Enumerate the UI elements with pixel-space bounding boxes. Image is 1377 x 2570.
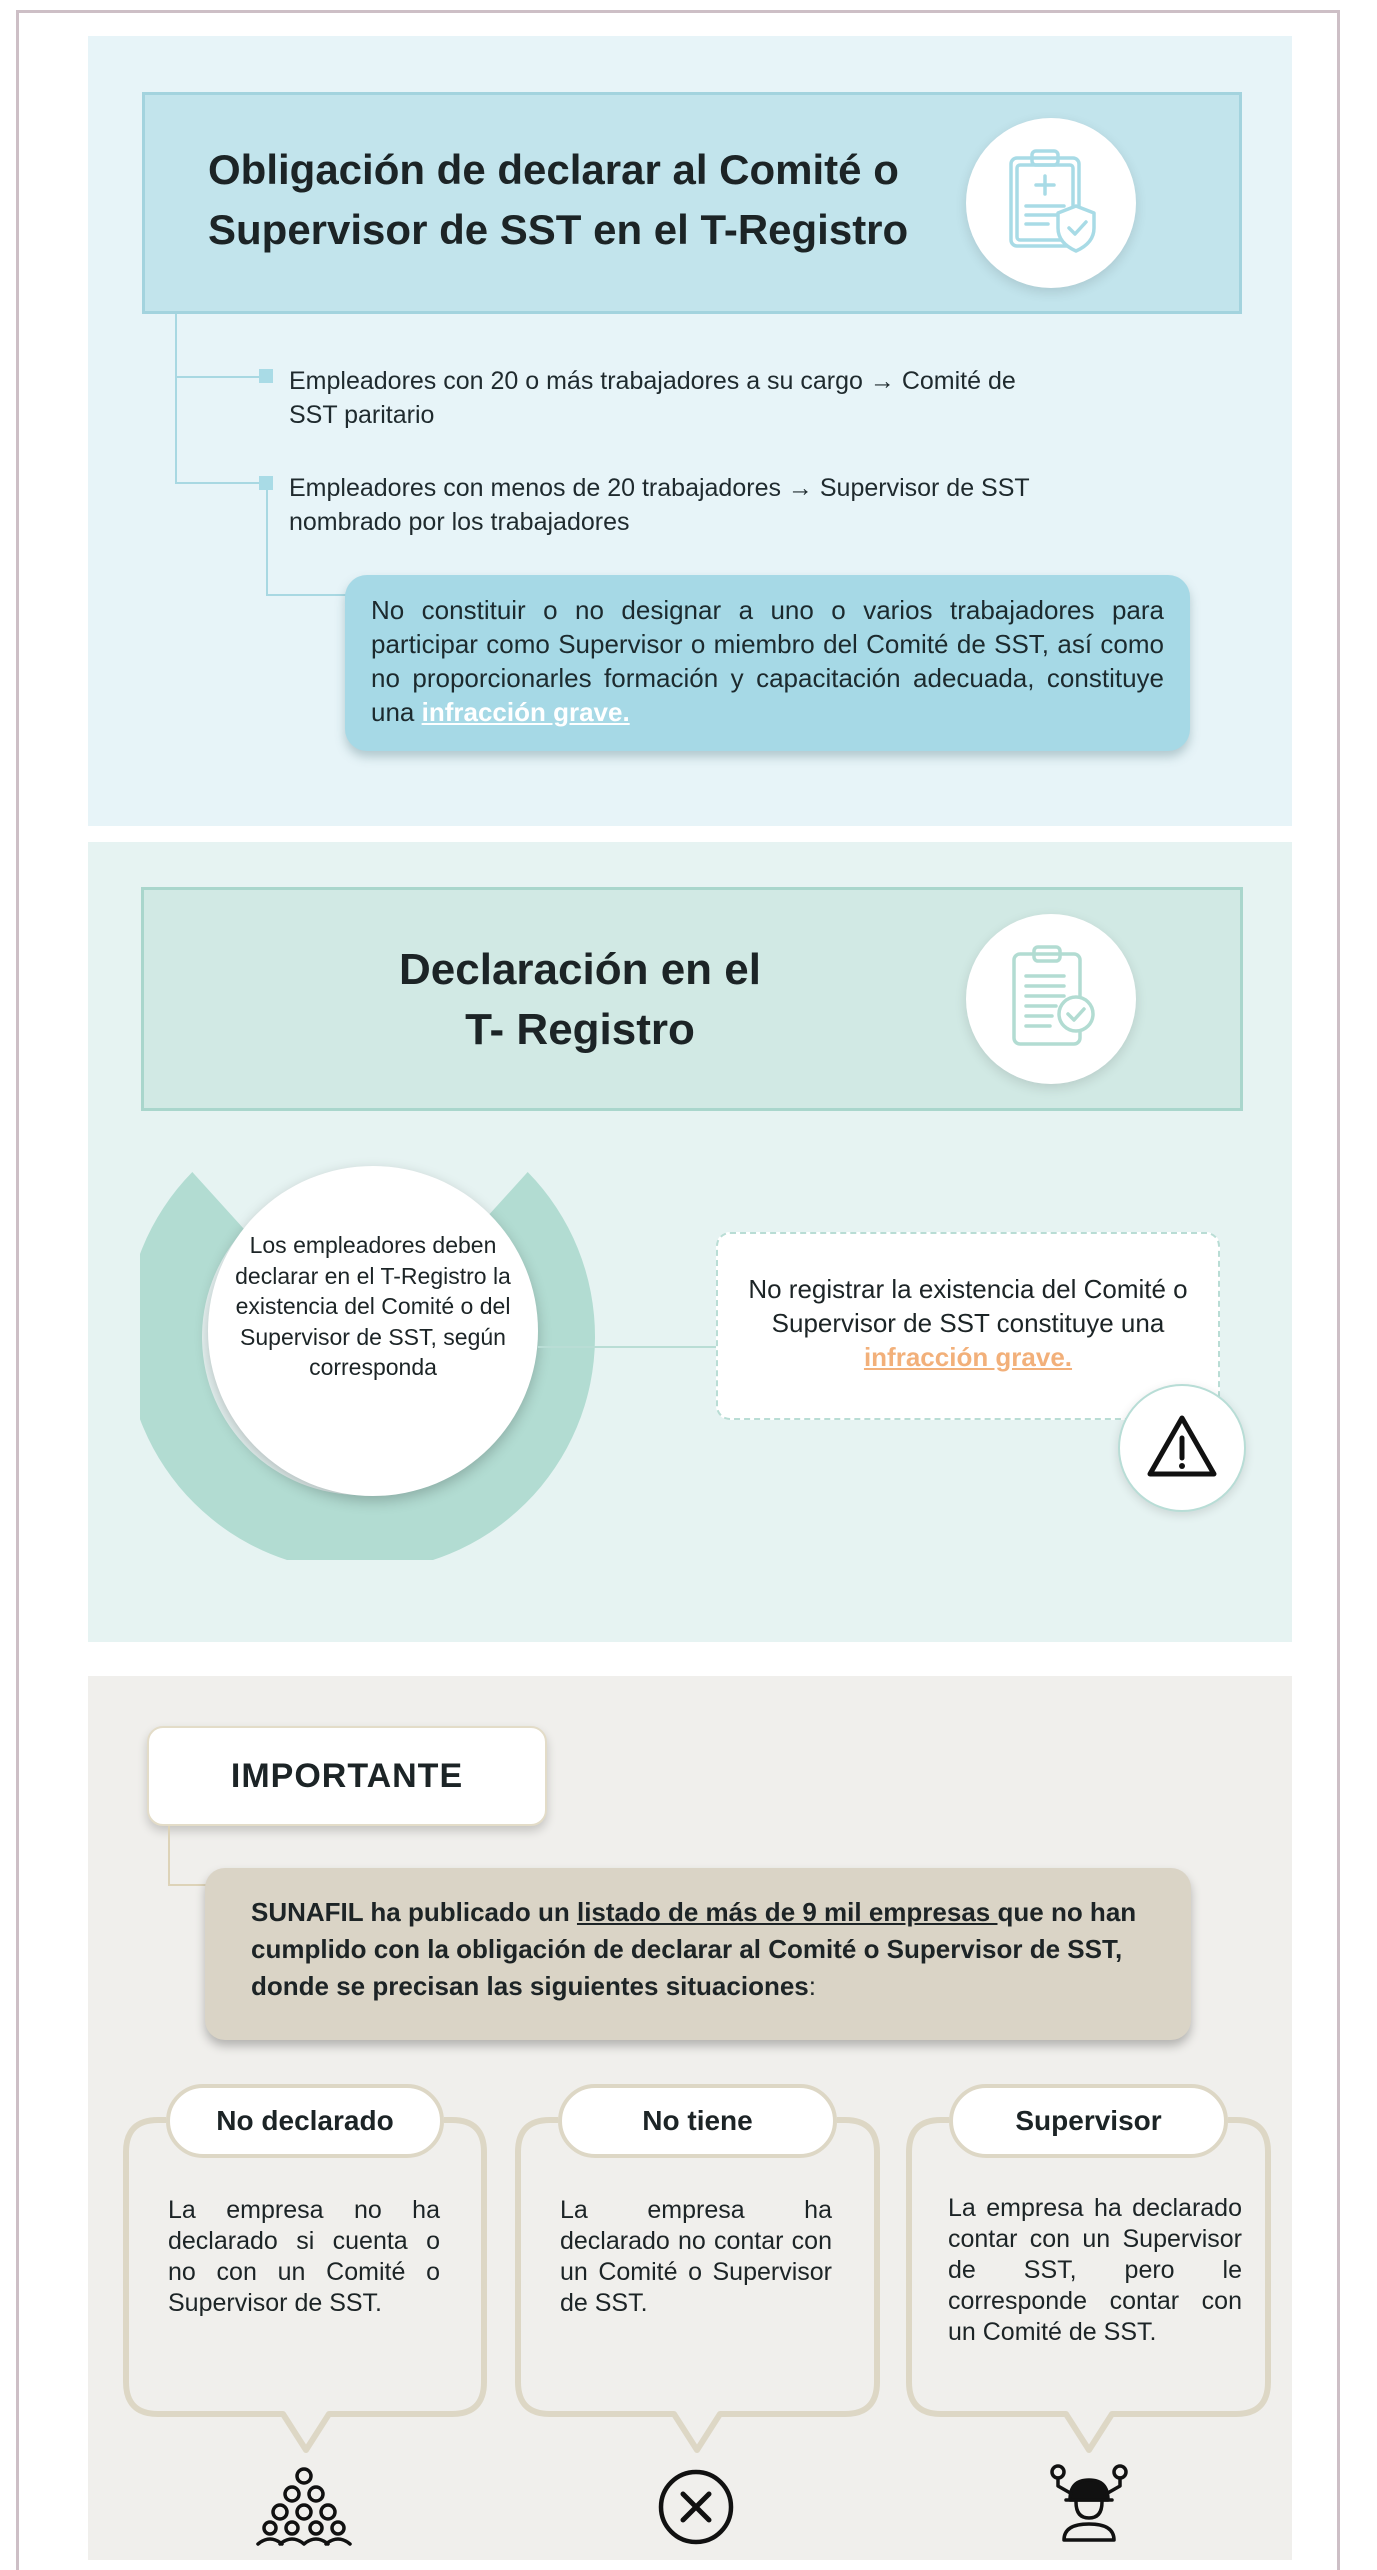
group-people-icon [254,2466,354,2546]
bullet-line: Empleadores con menos de 20 trabajadores → Supervisor de SST [289,474,1030,502]
connector-line [266,490,268,596]
card-text: La empresa ha declarado contar con un Supervisor de SST, pero le corresponde contar con un Comité de SST. [948,2194,1242,2346]
connector-line [168,1884,208,1886]
title-line-2: T- Registro [465,1005,695,1054]
declaration-circle-text: Los empleadores deben declarar en el T-Registro la existencia del Comité o del Supervisor de SST, según corresponda [235,1232,511,1380]
connector-line [175,482,263,484]
worker-supervisor-icon [1048,2462,1130,2542]
infraction-note [345,575,1190,751]
companies-list-link[interactable]: listado de más de 9 mil empresas [576,1897,998,1927]
card-title-no-declarado: No declarado [166,2084,444,2158]
note-colon: : [808,1971,816,2001]
title-line-1: Obligación de declarar al Comité o [208,146,899,193]
bullet-item [289,364,1189,432]
card-text: La empresa ha declarado no contar con un Comité o Supervisor de SST. [560,2196,832,2317]
bullet-item [289,471,1189,539]
registration-warning-text [740,1272,1196,1374]
note-text: SUNAFIL ha publicado un [251,1897,577,1927]
infraction-link[interactable]: infracción grave. [863,1342,1073,1372]
clipboard-check-icon [966,914,1136,1084]
bullet-square [259,476,273,490]
card-text: La empresa no ha declarado si cuenta o no con un Comité o Supervisor de SST. [168,2196,440,2317]
section-obligation-title [208,140,968,260]
bullet-line: SST paritario [289,401,435,429]
section-declaration-title [340,940,820,1060]
connector-line [266,594,348,596]
title-line-2: Supervisor de SST en el T-Registro [208,206,909,253]
warning-text: No registrar la existencia del Comité o Supervisor de SST constituye una [748,1274,1188,1338]
note-text: que no han cumplido con la obligación de declarar al Comité o Supervisor de SST, donde se precisan las siguientes situaciones [251,1897,1137,2001]
card-title-no-tiene: No tiene [558,2084,837,2158]
infraction-note-text: No constituir o no designar a uno o varios trabajadores para participar como Supervisor o miembro del Comité de SST, así como no proporcionarles formación y capacitación adecuada, constituye una [371,595,1164,727]
important-label: IMPORTANTE [230,1757,464,1795]
card-title-supervisor: Supervisor [949,2084,1228,2158]
connector-line [538,1346,716,1348]
connector-line [175,314,177,484]
bullet-line: Empleadores con 20 o más trabajadores a su cargo → Comité de [289,367,1016,395]
connector-line [168,1826,170,1886]
connector-line [175,376,263,378]
clipboard-shield-icon [966,118,1136,288]
infraction-link[interactable]: infracción grave. [421,697,630,727]
warning-triangle-icon [1118,1384,1246,1512]
sunafil-note [205,1868,1191,2040]
bullet-line: nombrado por los trabajadores [289,508,630,536]
title-line-1: Declaración en el [399,945,761,994]
bullet-square [259,369,273,383]
x-circle-icon [657,2468,735,2546]
